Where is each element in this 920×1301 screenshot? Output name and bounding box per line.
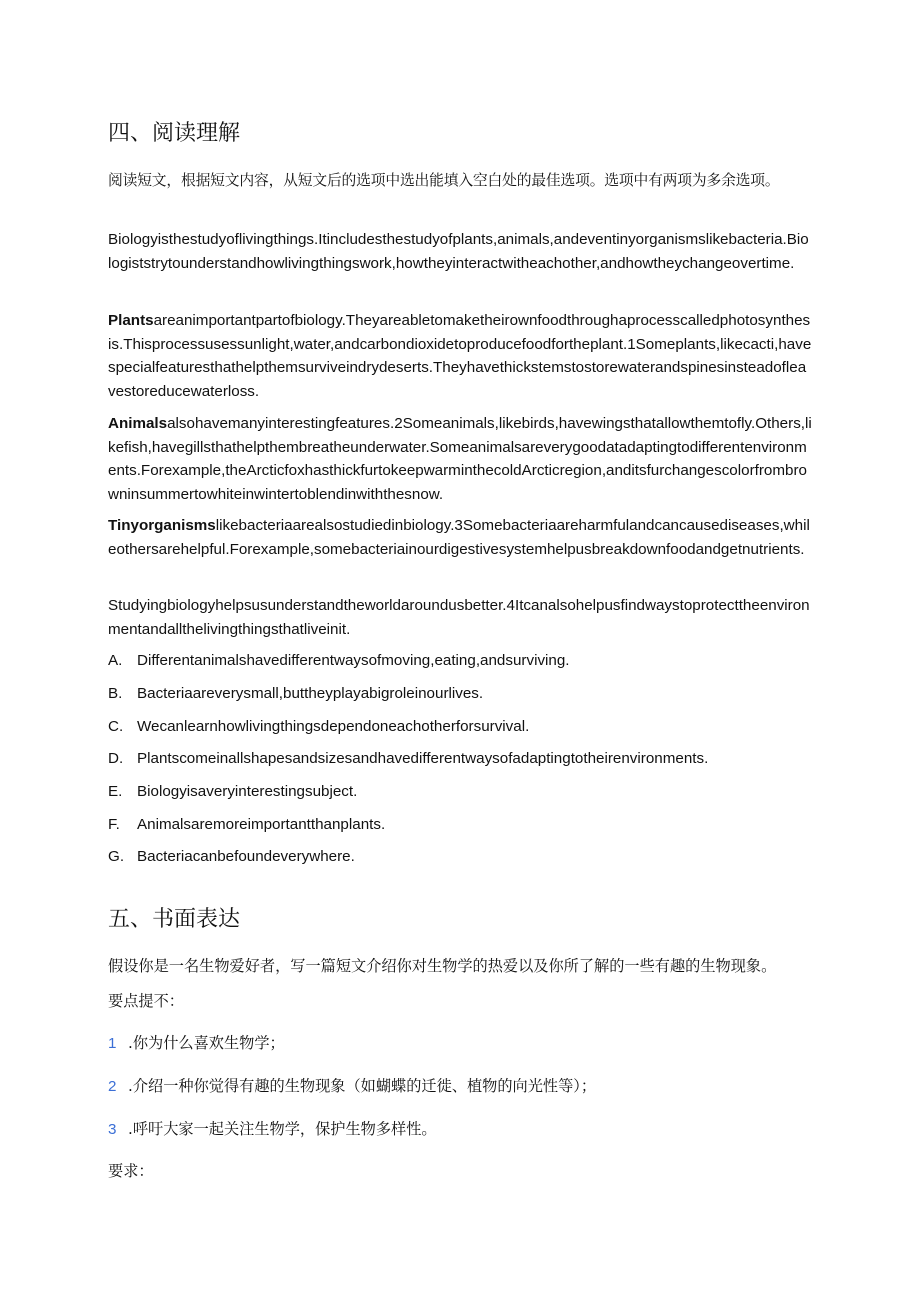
option-f xyxy=(108,815,385,835)
point-3 xyxy=(108,1118,437,1141)
keyword-tiny-organisms: Tinyorganisms xyxy=(108,517,216,534)
passage-paragraph-4 xyxy=(108,514,812,561)
option-letter: E. xyxy=(108,783,123,800)
option-letter: B. xyxy=(108,685,123,702)
option-text: Bacteriaareverysmall,buttheyplayabigroleinourlives. xyxy=(137,685,484,702)
passage-paragraph-1: Biologyisthestudyoflivingthings.Itincludesthestudyofplants,animals,andeventinyorganismslikebacteria.Biologiststrytounderstandhowlivingthingswork,howtheyinteractwitheachother,andhowtheychangeovertime. xyxy=(108,231,809,272)
option-g xyxy=(108,847,355,867)
points-label: 要点提不： xyxy=(108,992,184,1010)
option-text: Differentanimalshavedifferentwaysofmoving,eating,andsurviving. xyxy=(137,652,570,669)
option-e xyxy=(108,782,357,802)
option-b xyxy=(108,684,483,704)
keyword-animals: Animals xyxy=(108,415,168,432)
option-d xyxy=(108,749,708,769)
point-text: .呼吁大家一起关注生物学，保护生物多样性。 xyxy=(128,1120,437,1138)
writing-prompt: 假设你是一名生物爱好者，写一篇短文介绍你对生物学的热爱以及你所了解的一些有趣的生物现象。 xyxy=(108,957,777,975)
paragraph-4-text: likebacteriaarealsostudiedinbiology.3Somebacteriaareharmfulandcancausediseases,whileothersarehelpful.Forexample,somebacteriainourdigestivesystemhelpusbreakdownfoodandgetnutrients. xyxy=(108,517,810,558)
point-2 xyxy=(108,1075,596,1098)
option-letter: F. xyxy=(108,816,120,833)
passage-paragraph-5: Studyingbiologyhelpsusunderstandtheworldaroundusbetter.4Itcanalsohelpusfindwaystoprotecttheenvironmentandallthelivingthingsthatliveinit. xyxy=(108,597,810,638)
paragraph-3-text: alsohavemanyinterestingfeatures.2Someanimals,likebirds,havewingsthatallowthemtofly.Others,likefish,havegillsthathelpthembreatheunderwater.Someanimalsareverygoodatadaptingtodifferentenvironments.Forexample,theArcticfoxhasthickfurtokeepwarminthecoldArcticregion,anditsfurchangescolorfrombrowninsummertowhiteinwintertoblendinwiththesnow. xyxy=(108,415,812,503)
option-letter: A. xyxy=(108,652,123,669)
option-text: Plantscomeinallshapesandsizesandhavedifferentwaysofadaptingtotheirenvironments. xyxy=(137,750,709,767)
option-letter: D. xyxy=(108,750,124,767)
passage-paragraph-2 xyxy=(108,309,812,403)
option-letter: C. xyxy=(108,718,124,735)
option-text: Biologyisaveryinterestingsubject. xyxy=(137,783,358,800)
option-text: Wecanlearnhowlivingthingsdependoneachotherforsurvival. xyxy=(137,718,530,735)
point-number: 3 xyxy=(108,1121,117,1138)
point-text: .介绍一种你觉得有趣的生物现象（如蝴蝶的迁徙、植物的向光性等）； xyxy=(128,1077,597,1095)
point-1 xyxy=(108,1032,285,1055)
keyword-plants: Plants xyxy=(108,312,154,329)
option-c xyxy=(108,717,529,737)
option-letter: G. xyxy=(108,848,125,865)
paragraph-2-text: areanimportantpartofbiology.Theyareabletomaketheirownfoodthroughaprocesscalledphotosynthesis.Thisprocessusessunlight,water,andcarbondioxidetoproducefoodfortheplant.1Someplants,likecacti,havespecialfeaturesthathelpthemsurviveindrydeserts.Theyhavethickstemstostorewaterandspinesinsteadofleavestoreducewaterloss. xyxy=(108,312,812,400)
passage-paragraph-3 xyxy=(108,412,812,506)
option-a xyxy=(108,651,570,671)
requirements-label: 要求： xyxy=(108,1162,154,1180)
point-number: 2 xyxy=(108,1078,117,1095)
option-text: Bacteriacanbefoundeverywhere. xyxy=(137,848,355,865)
reading-instructions: 阅读短文，根据短文内容，从短文后的选项中选出能填入空白处的最佳选项。选项中有两项为多余选项。 xyxy=(108,172,780,189)
point-number: 1 xyxy=(108,1035,117,1052)
option-text: Animalsaremoreimportantthanplants. xyxy=(137,816,386,833)
point-text: .你为什么喜欢生物学； xyxy=(128,1034,285,1052)
section-heading-writing: 五、书面表达 xyxy=(108,907,241,932)
section-heading-reading: 四、阅读理解 xyxy=(108,121,241,146)
